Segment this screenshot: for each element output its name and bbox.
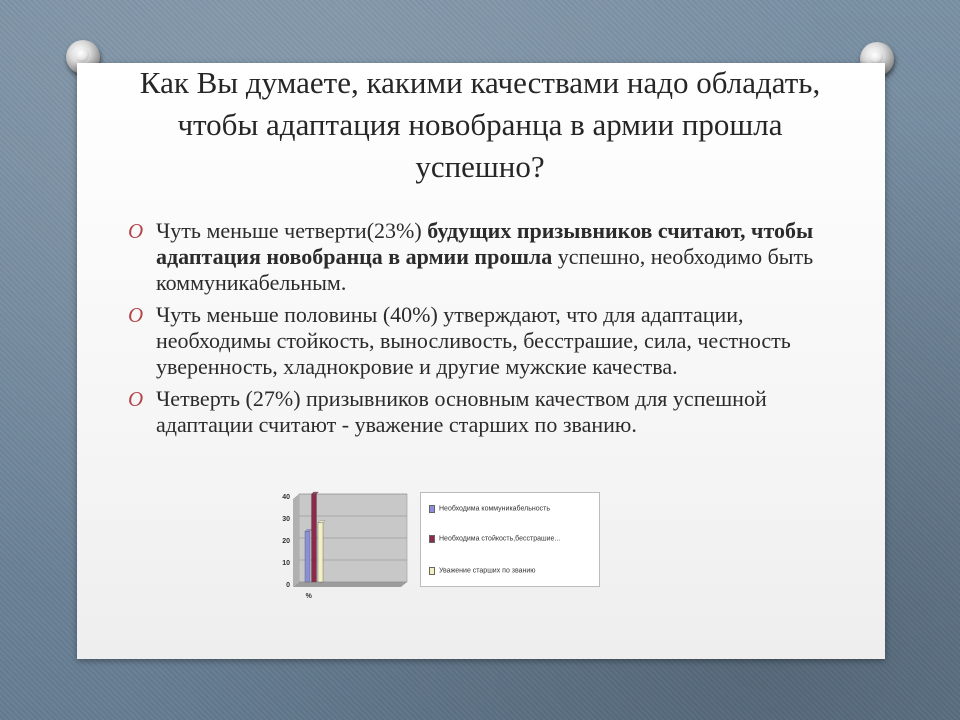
legend-label: Необходима стойкость,бесстрашие... [439,535,561,543]
legend-item-2 [429,535,560,543]
survey-chart [275,482,605,612]
x-category-label: % [305,593,312,600]
bullet-1-text-c: успешно, необходимо быть коммуникабельным. [156,244,814,295]
bullet-3-text: Четверть (27%) призывников основным качеством для успешной адаптации считают - уважение старших по званию. [156,386,767,437]
bullet-item-1 [128,218,828,296]
bullet-list [128,218,828,444]
legend-label: Уважение старших по званию [439,567,536,575]
chart-legend [420,492,600,587]
bar-1 [305,531,310,582]
y-tick-label: 0 [286,582,290,589]
chart-side-wall [293,494,299,587]
bullet-item-3 [128,386,828,438]
legend-swatch [429,505,435,513]
y-tick-label: 10 [282,560,290,567]
y-tick-label: 40 [282,494,290,501]
legend-swatch [429,567,435,575]
legend-swatch [429,535,435,543]
bullet-marker-icon: O [128,303,144,327]
bullet-1-text-a: Чуть меньше четверти(23%) [156,218,428,243]
chart-floor [293,582,407,587]
legend-label: Необходима коммуникабельность [439,505,550,513]
y-tick-label: 30 [282,516,290,523]
bullet-item-2 [128,302,828,380]
bullet-2-text: Чуть меньше половины (40%) утверждают, что для адаптации, необходимы стойкость, выносливость, бесстрашие, сила, честность уверенность, хладнокровие и другие мужские качества. [156,302,791,379]
bullet-1-text-bold: будущих призывников считают, чтобы адаптация новобранца в армии прошла [156,218,814,269]
bullet-marker-icon: O [128,387,144,411]
bullet-marker-icon: O [128,219,144,243]
bar-3 [318,523,323,582]
bar-2 [312,494,317,582]
bar-chart-svg [275,482,415,610]
legend-item-1 [429,505,550,513]
legend-item-3 [429,567,536,575]
y-tick-label: 20 [282,538,290,545]
slide-title: Как Вы думаете, какими качествами надо обладать, чтобы адаптация новобранца в армии прошла успешно? [139,65,821,184]
